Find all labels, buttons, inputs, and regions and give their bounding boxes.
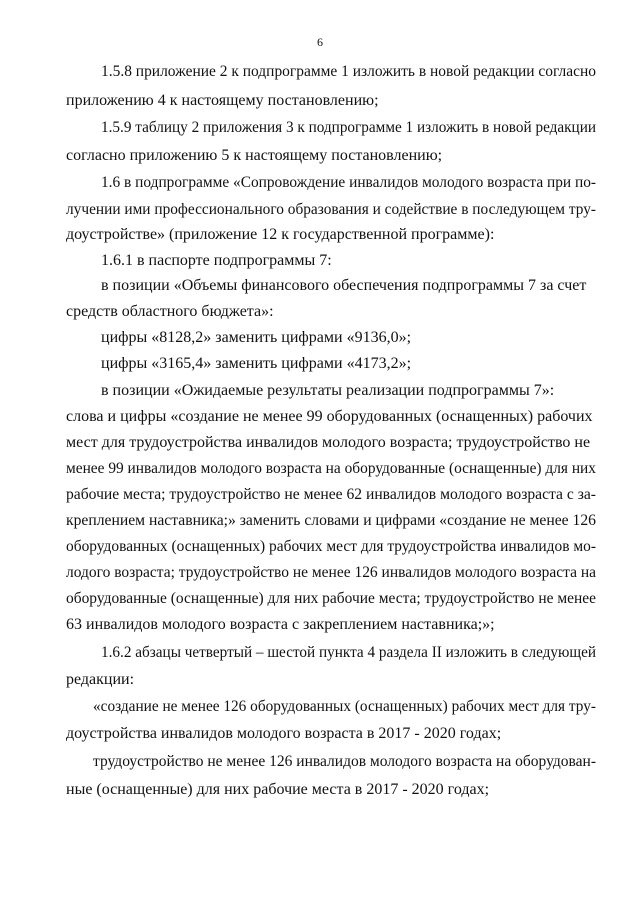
page-number: 6 xyxy=(317,35,323,49)
text-line: приложению 4 к настоящему постановлению; xyxy=(66,92,379,109)
text-line: редакции: xyxy=(66,671,135,688)
text-line: мест для трудоустройства инвалидов молодого возраста; трудоустройство не xyxy=(66,434,591,451)
text-line: цифры «3165,4» заменить цифрами «4173,2»; xyxy=(101,355,412,372)
text-line: «создание не менее 126 оборудованных (оснащенных) рабочих мест для тру- xyxy=(93,698,596,715)
text-line: 1.5.8 приложение 2 к подпрограмме 1 изложить в новой редакции согласно xyxy=(101,63,597,80)
text-line: оборудованных (оснащенных) рабочих мест для трудоустройства инвалидов мо- xyxy=(66,538,596,555)
text-line: ные (оснащенные) для них рабочие места в 2017 - 2020 годах; xyxy=(66,781,490,798)
text-line: креплением наставника;» заменить словами и цифрами «создание не менее 126 xyxy=(66,512,596,529)
text-line: 1.6.1 в паспорте подпрограммы 7: xyxy=(101,252,332,269)
text-line: доустройстве» (приложение 12 к государственной программе): xyxy=(66,226,495,243)
text-line: в позиции «Ожидаемые результаты реализации подпрограммы 7»: xyxy=(101,382,555,399)
text-line: слова и цифры «создание не менее 99 оборудованных (оснащенных) рабочих xyxy=(66,408,593,425)
text-line: цифры «8128,2» заменить цифрами «9136,0»; xyxy=(101,329,412,346)
text-line: трудоустройство не менее 126 инвалидов молодого возраста на оборудован- xyxy=(93,753,597,770)
text-line: рабочие места; трудоустройство не менее 62 инвалидов молодого возраста с за- xyxy=(66,486,596,503)
text-line: 63 инвалидов молодого возраста с закреплением наставника;»; xyxy=(66,616,495,633)
text-line: средств областного бюджета»: xyxy=(66,303,274,320)
text-line: 1.6 в подпрограмме «Сопровождение инвалидов молодого возраста при по- xyxy=(101,174,597,191)
text-line: лучении ими профессионального образования и содействие в последующем тру- xyxy=(66,201,596,218)
text-line: доустройства инвалидов молодого возраста в 2017 - 2020 годах; xyxy=(66,725,502,742)
text-line: менее 99 инвалидов молодого возраста на оборудованные (оснащенные) для них xyxy=(66,460,596,477)
text-line: согласно приложению 5 к настоящему постановлению; xyxy=(66,147,443,164)
text-line: 1.6.2 абзацы четвертый – шестой пункта 4 раздела II изложить в следующей xyxy=(101,644,597,661)
text-line: в позиции «Объемы финансового обеспечения подпрограммы 7 за счет xyxy=(101,277,587,294)
text-line: 1.5.9 таблицу 2 приложения 3 к подпрограмме 1 изложить в новой редакции xyxy=(101,119,597,136)
text-line: лодого возраста; трудоустройство не менее 126 инвалидов молодого возраста на xyxy=(66,564,597,581)
text-line: оборудованные (оснащенные) для них рабочие места; трудоустройство не менее xyxy=(66,590,596,607)
